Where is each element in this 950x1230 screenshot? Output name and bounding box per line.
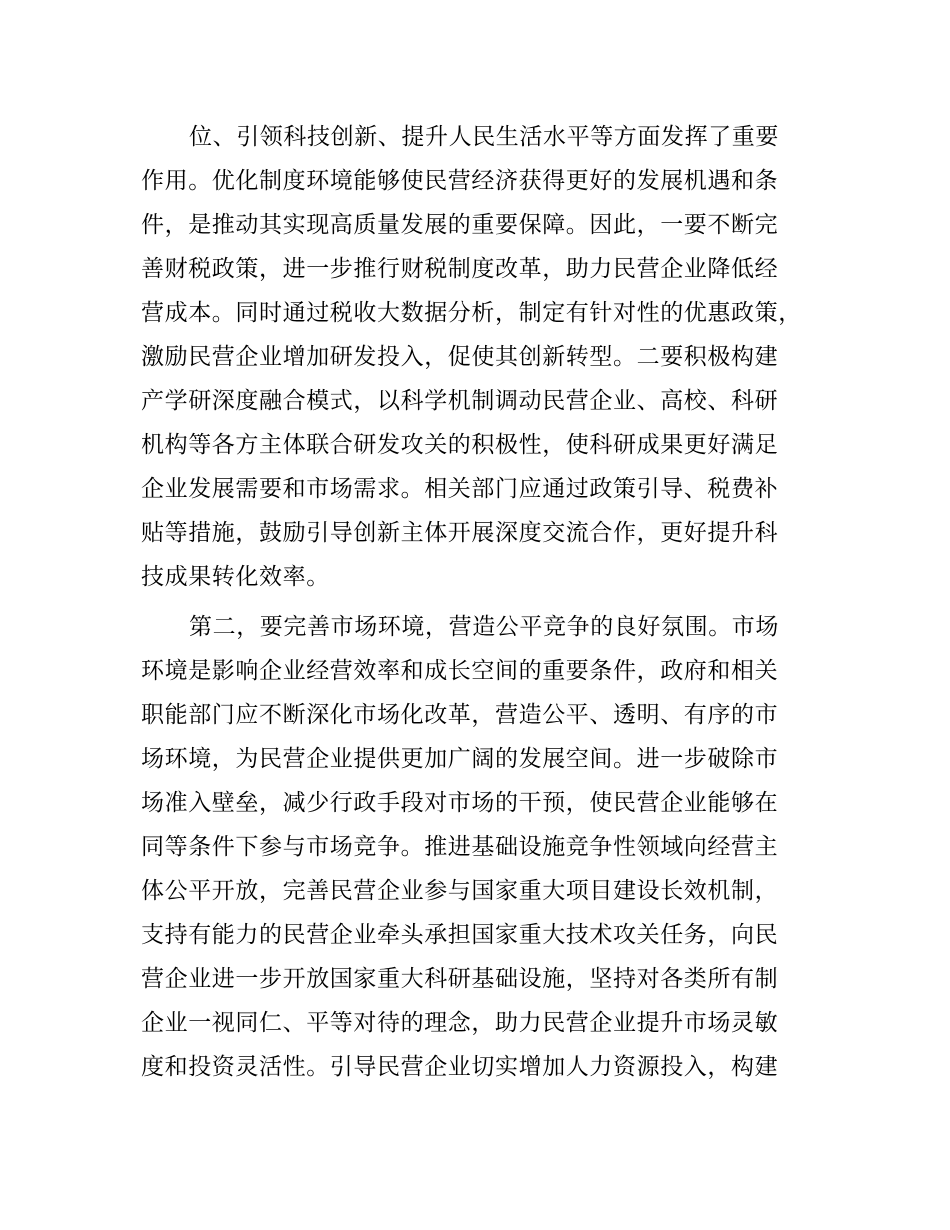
text-line: 作用。优化制度环境能够使民营经济获得更好的发展机遇和条 <box>141 168 779 194</box>
text-line: 技成果转化效率。 <box>141 564 330 590</box>
text-line: 环境是影响企业经营效率和成长空间的重要条件，政府和相关 <box>141 658 779 684</box>
text-line: 产学研深度融合模式，以科学机制调动民营企业、高校、科研 <box>141 388 779 414</box>
text-line: 件，是推动其实现高质量发展的重要保障。因此，一要不断完 <box>141 212 779 238</box>
text-line: 第二，要完善市场环境，营造公平竞争的良好氛围。市场 <box>189 614 779 640</box>
text-line: 场环境，为民营企业提供更加广阔的发展空间。进一步破除市 <box>141 746 779 772</box>
text-line: 营企业进一步开放国家重大科研基础设施，坚持对各类所有制 <box>141 966 779 992</box>
text-line: 职能部门应不断深化市场化改革，营造公平、透明、有序的市 <box>141 702 779 728</box>
text-line: 位、引领科技创新、提升人民生活水平等方面发挥了重要 <box>189 124 779 150</box>
text-line: 场准入壁垒，减少行政手段对市场的干预，使民营企业能够在 <box>141 790 779 816</box>
text-line: 度和投资灵活性。引导民营企业切实增加人力资源投入，构建 <box>141 1054 779 1080</box>
text-line: 体公平开放，完善民营企业参与国家重大项目建设长效机制， <box>141 878 779 904</box>
text-line: 企业发展需要和市场需求。相关部门应通过政策引导、税费补 <box>141 476 779 502</box>
text-line: 善财税政策，进一步推行财税制度改革，助力民营企业降低经 <box>141 256 779 282</box>
text-line: 贴等措施，鼓励引导创新主体开展深度交流合作，更好提升科 <box>141 520 779 546</box>
text-line: 支持有能力的民营企业牵头承担国家重大技术攻关任务，向民 <box>141 922 779 948</box>
text-line: 企业一视同仁、平等对待的理念，助力民营企业提升市场灵敏 <box>141 1010 779 1036</box>
text-line: 机构等各方主体联合研发攻关的积极性，使科研成果更好满足 <box>141 432 779 458</box>
text-line: 营成本。同时通过税收大数据分析，制定有针对性的优惠政策， <box>141 300 802 326</box>
text-line: 激励民营企业增加研发投入，促使其创新转型。二要积极构建 <box>141 344 779 370</box>
text-line: 同等条件下参与市场竞争。推进基础设施竞争性领域向经营主 <box>141 834 779 860</box>
